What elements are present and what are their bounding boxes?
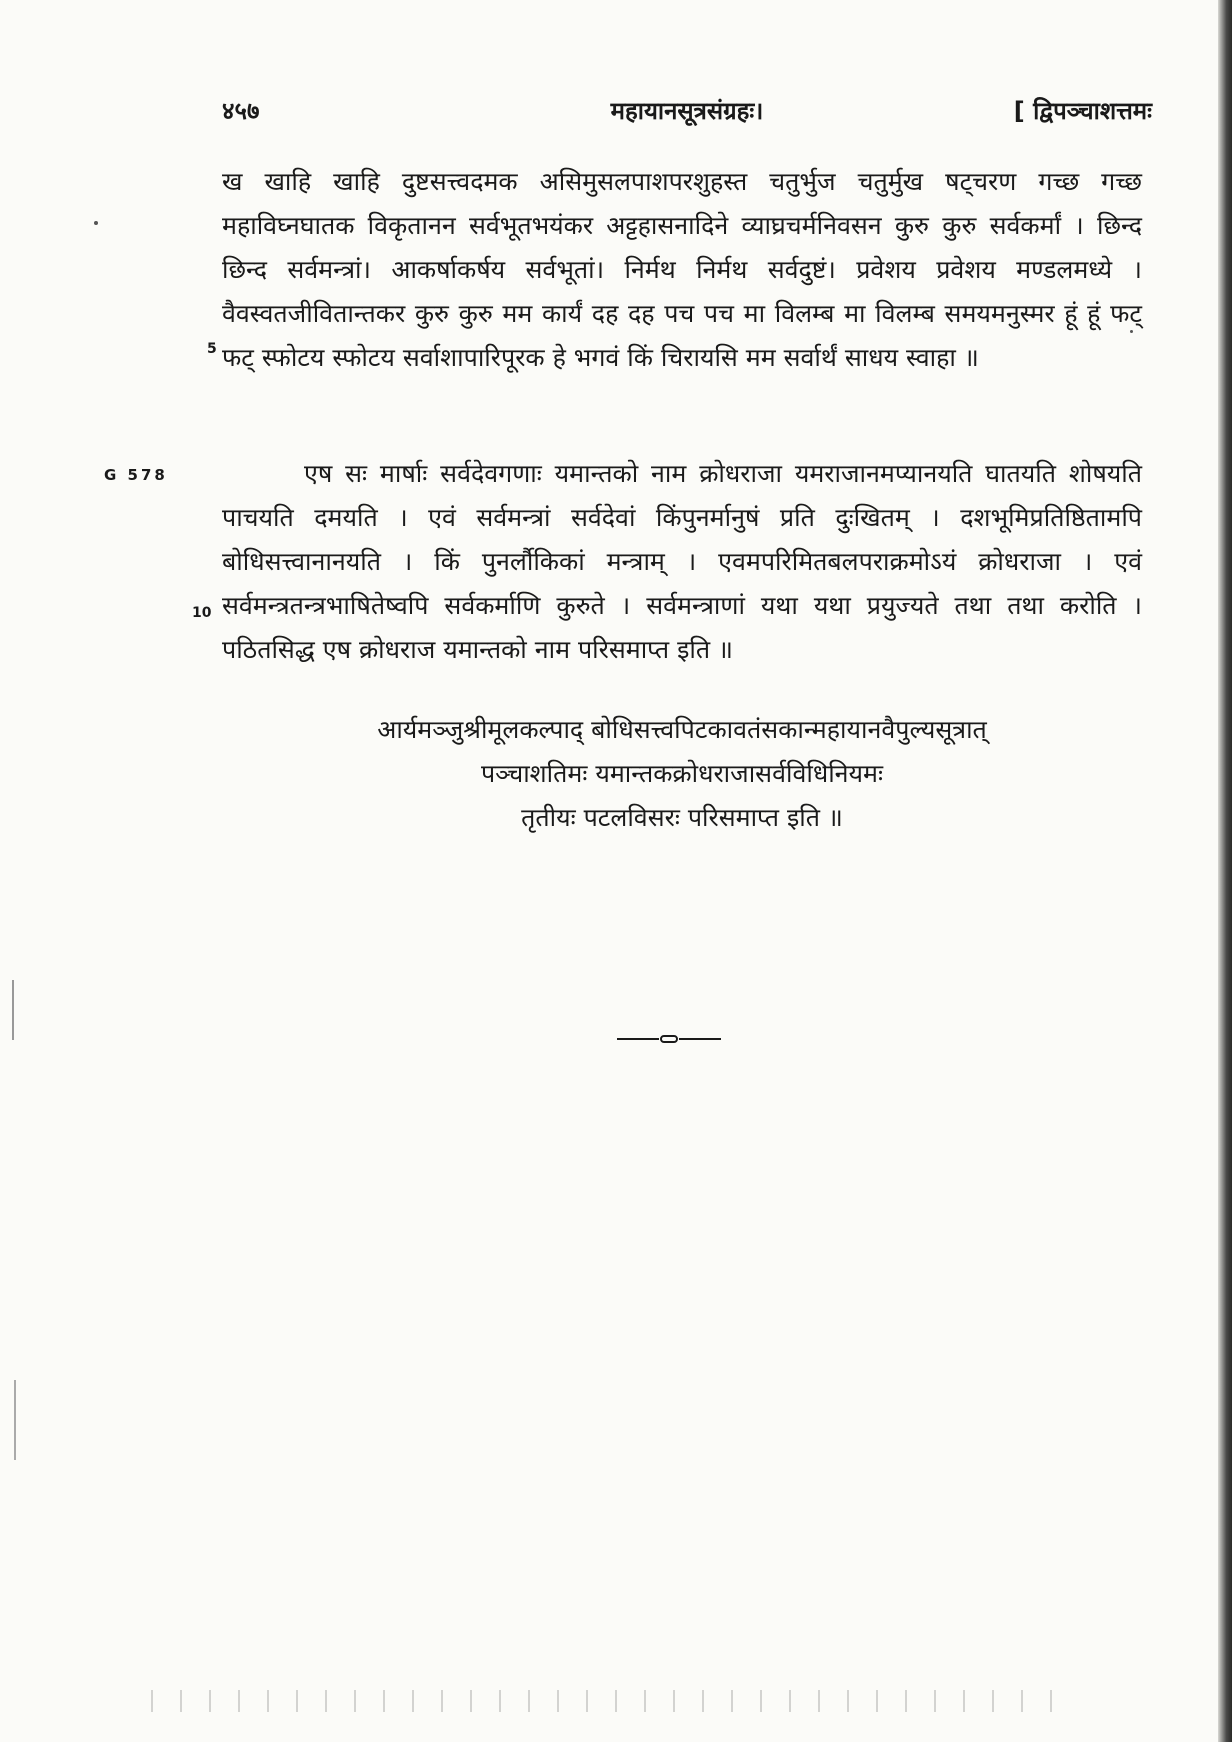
running-header [222, 94, 1152, 134]
paragraph-text: ख खाहि खाहि दुष्टसत्त्वदमक असिमुसलपाशपरशुहस्त चतुर्भुज चतुर्मुख षट्चरण गच्छ गच्छ महाविघ्नघातक विकृतानन सर्वभूतभयंकर अट्टहासनादिने व्याघ्रचर्मनिवसन कुरु कुरु सर्वकर्मां । छिन्द छिन्द सर्वमन्त्रां। आकर्षाकर्षय सर्वभूतां। निर्मथ निर्मथ सर्वदुष्टं। प्रवेशय प्रवेशय मण्डलमध्ये । वैवस्वतजीवितान्तकर कुरु कुरु मम कार्यं दह दह पच पच मा विलम्ब मा विलम्ब समयमनुस्मर हूं हूं फट् फट् स्फोटय स्फोटय सर्वाशापारिपूरक हे भगवं किं चिरायसि मम सर्वार्थं साधय स्वाहा ॥ [222, 167, 1142, 372]
line-number-ten: 10 [192, 605, 212, 621]
scan-edge-mark [14, 1380, 16, 1460]
colophon-line: आर्यमञ्जुश्रीमूलकल्पाद् बोधिसत्त्वपिटकावतंसकान्महायानवैपुल्यसूत्रात् [377, 715, 987, 744]
divider-ornament-icon [660, 1035, 678, 1043]
divider-rule [679, 1038, 721, 1040]
mantra-paragraph [222, 160, 1142, 380]
chapter-label: [ द्विपञ्चाशत्तमः [1013, 97, 1152, 125]
scan-speck [1130, 330, 1133, 333]
page-number: ४५७ [222, 97, 260, 125]
colophon [222, 708, 1142, 840]
line-number-five: 5 [207, 341, 217, 357]
scan-speck [94, 221, 98, 225]
colophon-line: तृतीयः पटलविसरः परिसमाप्त इति ॥ [521, 803, 843, 832]
colophon-line: पञ्चाशतिमः यमान्तकक्रोधराजासर्वविधिनियमः [480, 759, 884, 788]
ornamental-divider [617, 1035, 721, 1043]
scan-bleed-through [140, 1690, 1060, 1712]
scan-edge-mark [12, 980, 14, 1040]
running-title: महायानसूत्रसंग्रहः। [610, 97, 764, 125]
margin-reference: G 578 [104, 466, 168, 484]
prose-paragraph [222, 452, 1142, 672]
divider-rule [617, 1038, 659, 1040]
page-edge-shadow [1218, 0, 1232, 1742]
paragraph-text: एष सः मार्षाः सर्वदेवगणाः यमान्तको नाम क्रोधराजा यमराजानमप्यानयति घातयति शोषयति पाचयति दमयति । एवं सर्वमन्त्रां सर्वदेवां किंपुनर्मानुषं प्रति दुःखितम् । दशभूमिप्रतिष्ठितामपि बोधिसत्त्वानानयति । किं पुनर्लौकिकां मन्त्राम् । एवमपरिमितबलपराक्रमोऽयं क्रोधराजा । एवं सर्वमन्त्रतन्त्रभाषितेष्वपि सर्वकर्माणि कुरुते । सर्वमन्त्राणां यथा यथा प्रयुज्यते तथा तथा करोति । पठितसिद्ध एष क्रोधराज यमान्तको नाम परिसमाप्त इति ॥ [222, 459, 1142, 664]
